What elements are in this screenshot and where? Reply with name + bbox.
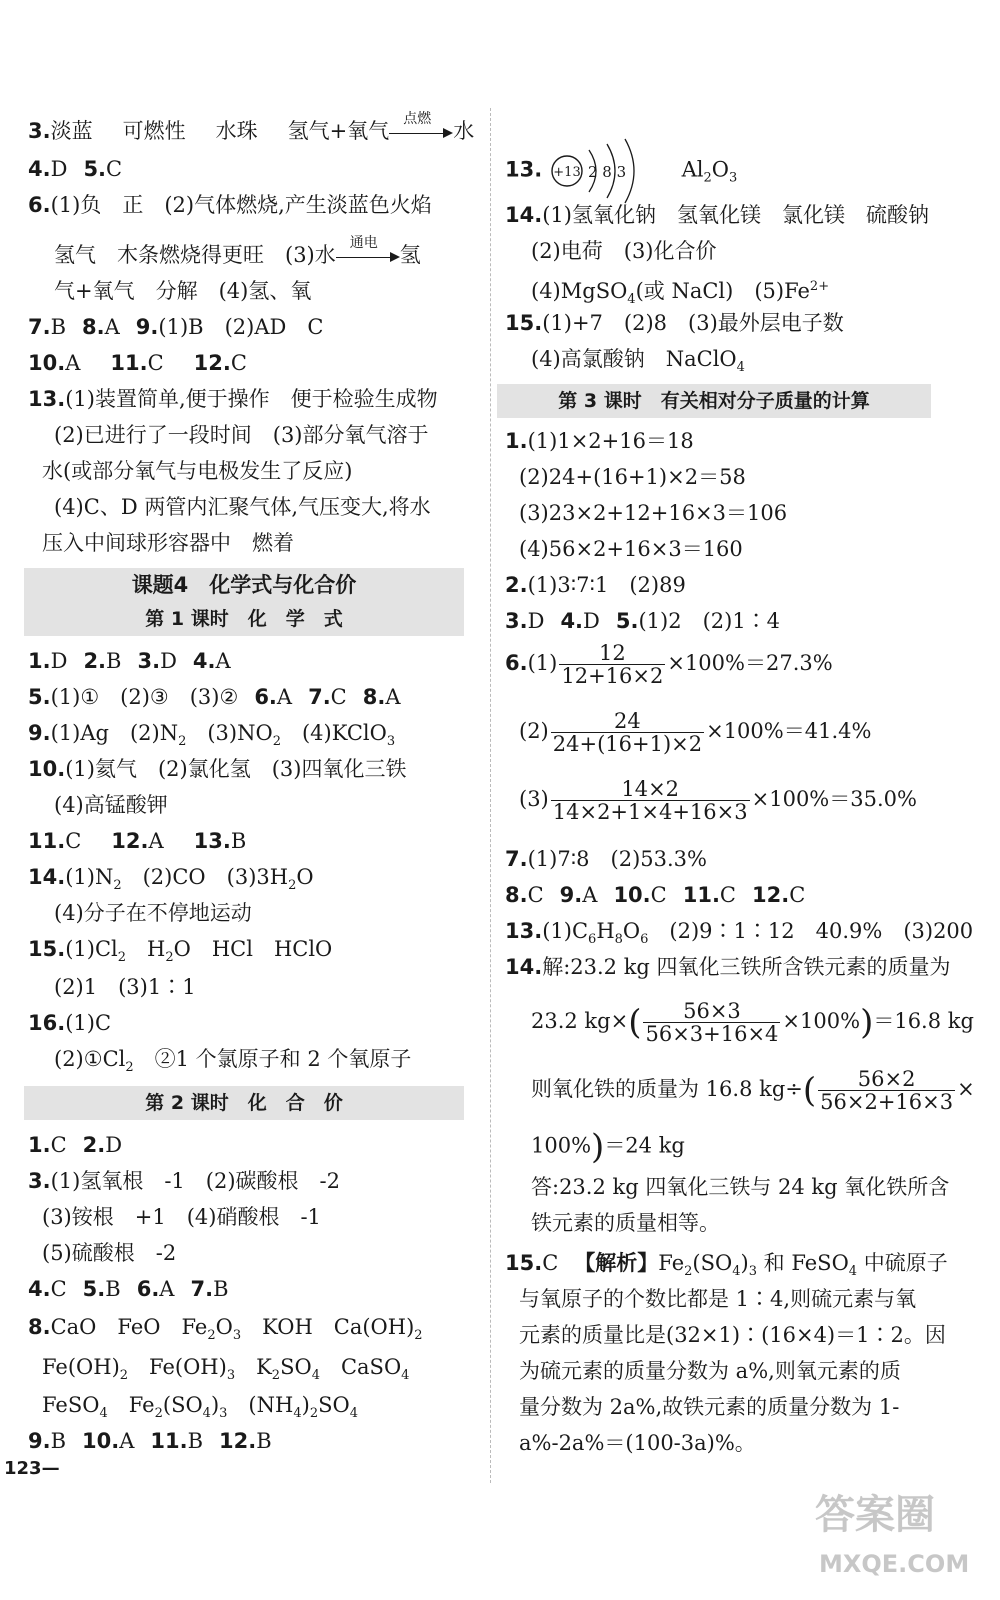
- calc-15-line3: 元素的质量比是(32×1)∶(16×4)＝1∶2。因: [519, 1323, 946, 1347]
- answer-16: 16.(1)C: [28, 1011, 112, 1035]
- page-number: 123—: [4, 1458, 60, 1479]
- calc-14-answer: 答:23.2 kg 四氧化三铁与 24 kg 氧化铁所含: [531, 1175, 950, 1199]
- answer-9-12: 9.B 10.A 11.B 12.B: [28, 1429, 272, 1453]
- answer-3: 3.淡蓝 可燃性 水珠 氢气+氧气 点燃 水: [28, 110, 475, 143]
- calc-14-line4: 100%)＝24 kg: [531, 1127, 685, 1167]
- calc-15-line4: 为硫元素的质量分数为 a%,则氧元素的质: [519, 1359, 901, 1383]
- answer-4-5: 4.D 5.C: [28, 157, 123, 181]
- answer-8-line3: FeSO$_4$ $Fe_2(SO_4)_3$ $(NH_4)_2SO_4$: [42, 1393, 358, 1422]
- lesson-heading: 第 1 课时 化 学 式: [24, 602, 464, 636]
- answer-9: 9.(1)Ag $(2)N_2$ $(3)NO_2$ (4)KClO$_3$: [28, 721, 396, 750]
- answer-6-cont: 氢气 木条燃烧得更旺 (3)水 通电 氢: [54, 234, 421, 267]
- calc-7: 7.(1)7∶8 (2)53.3%: [505, 847, 707, 871]
- answer-15-line2: (2)1 (3)1∶1: [54, 975, 196, 999]
- svg-text:+13: +13: [553, 165, 581, 180]
- answer-6-cont2: 气+氧气 分解 (4)氢、氧: [54, 279, 312, 303]
- answer-14: 14.(1)氢氧化钠 氢氧化镁 氯化镁 硫酸钠: [505, 203, 929, 227]
- answer-3: 3.(1)氢氧根 -1 (2)碳酸根 -2: [28, 1169, 340, 1193]
- calc-1-line3: (3)23×2+12+16×3＝106: [519, 501, 788, 525]
- answer-8: 8.CaO FeO $Fe_2O_3$ KOH $Ca(OH)_2$: [28, 1315, 423, 1344]
- reaction-arrow: 通电: [336, 250, 400, 264]
- atom-structure-diagram: [549, 136, 659, 206]
- answer-10: 10.(1)氦气 (2)氯化氢 (3)四氧化三铁: [28, 757, 407, 781]
- answer-13-line3: 水(或部分氧气与电极发生了反应): [42, 459, 353, 483]
- lesson-heading: 第 3 课时 有关相对分子质量的计算: [497, 384, 931, 418]
- fraction: $\frac{24}{24+(16+1)\times 2}$: [552, 709, 703, 756]
- answer-16-line2: $(2)①Cl_2$ ②1 个氯原子和 2 个氧原子: [54, 1047, 412, 1076]
- answer-11-13: 11.C 12.A 13.B: [28, 829, 247, 853]
- answer-13-line2: (2)已进行了一段时间 (3)部分氧气溶于: [54, 423, 429, 447]
- lesson-heading: 第 2 课时 化 合 价: [24, 1086, 464, 1120]
- calc-3-5: 3.D 4.D 5.(1)2 (2)1∶4: [505, 609, 781, 633]
- calc-15-line2: 与氧原子的个数比都是 1∶4,则硫元素与氧: [519, 1287, 917, 1311]
- watermark-logo: [805, 1468, 975, 1588]
- answer-15: $15.(1)Cl_2$ $H_2O$ HCl HClO: [28, 937, 333, 966]
- calc-14: 14.解:23.2 kg 四氧化三铁所含铁元素的质量为: [505, 955, 951, 979]
- calc-1-line2: (2)24+(16+1)×2＝58: [519, 465, 746, 489]
- answer-13-atom: 13. +13 2 8 3 $Al_2O_3$: [505, 136, 737, 206]
- answer-1-4: 1.D 2.B 3.D 4.A: [28, 649, 231, 673]
- calc-14-line3: 则氧化铁的质量为 16.8 kg÷( $\frac{56\times 2}{56\times 2+16\times 3}$ ×: [531, 1067, 975, 1114]
- answer-14-line2: (2)电荷 (3)化合价: [531, 239, 717, 263]
- calc-2: 2.(1)3∶7∶1 (2)89: [505, 573, 686, 597]
- answer-10-line2: (4)高锰酸钾: [54, 793, 168, 817]
- answer-15: 15.(1)+7 (2)8 (3)最外层电子数: [505, 311, 844, 335]
- calc-15: 15.C 【解析】$Fe_2(SO_4)_3$ 和 FeSO$_4$ 中硫原子: [505, 1251, 948, 1280]
- calc-15-line5: 量分数为 2a%,故铁元素的质量分数为 1-: [519, 1395, 900, 1419]
- svg-text:2 8 3: 2 8 3: [587, 163, 627, 181]
- fraction: $\frac{14\times 2}{14\times 2+1\times 4+16\times 3}$: [552, 777, 748, 824]
- calc-8-12: 8.C 9.A 10.C 11.C 12.C: [505, 883, 806, 907]
- calc-1: 1.(1)1×2+16＝18: [505, 429, 694, 453]
- answer-3-line2: (3)铵根 +1 (4)硝酸根 -1: [42, 1205, 321, 1229]
- svg-text:MXQE.COM: MXQE.COM: [819, 1550, 970, 1578]
- answer-4-7: 4.C 5.B 6.A 7.B: [28, 1277, 229, 1301]
- calc-6-1: 6.(1) $\frac{12}{12+16\times 2}$ ×100%＝27.3%: [505, 641, 833, 688]
- calc-15-line6: a%-2a%＝(100-3a)%。: [519, 1431, 756, 1455]
- svg-text:答案圈: 答案圈: [815, 1492, 935, 1538]
- answer-1-2: 1.C 2.D: [28, 1133, 123, 1157]
- answer-5-8: 5.(1)① (2)③ (3)② 6.A 7.C 8.A: [28, 685, 401, 709]
- answer-15-line2: (4)高氯酸钠 NaClO$_4$: [531, 347, 745, 376]
- section-heading: 课题4 化学式与化合价: [24, 568, 464, 602]
- answer-8-line2: $Fe(OH)_2$ $Fe(OH)_3$ $K_2SO_4$ CaSO$_4$: [42, 1355, 410, 1384]
- calc-6-3: (3) $\frac{14\times 2}{14\times 2+1\times 4+16\times 3}$ ×100%＝35.0%: [519, 777, 917, 824]
- answer-14-line3: (4)MgSO$_4$(或 NaCl) $(5)Fe^{2+}$: [531, 279, 830, 308]
- answer-13: 13.(1)装置简单,便于操作 便于检验生成物: [28, 387, 438, 411]
- answer-13-line4: (4)C、D 两管内汇聚气体,气压变大,将水: [54, 495, 431, 519]
- reaction-arrow: 点燃: [389, 126, 453, 140]
- answer-6: 6.(1)负 正 (2)气体燃烧,产生淡蓝色火焰: [28, 193, 432, 217]
- answer-14-line2: (4)分子在不停地运动: [54, 901, 252, 925]
- calc-1-line4: (4)56×2+16×3＝160: [519, 537, 743, 561]
- answer-3-line3: (5)硫酸根 -2: [42, 1241, 177, 1265]
- calc-13: $13.(1)C_6H_8O_6$ (2)9∶1∶12 40.9% (3)200: [505, 919, 974, 948]
- answer-10-12: 10.A 11.C 12.C: [28, 351, 247, 375]
- calc-14-answer-line2: 铁元素的质量相等。: [531, 1211, 720, 1235]
- column-divider: [490, 108, 491, 1483]
- fraction: $\frac{12}{12+16\times 2}$: [561, 641, 664, 688]
- calc-14-line2: 23.2 kg×( $\frac{56\times 3}{56\times 3+16\times 4}$ ×100%)＝16.8 kg: [531, 999, 974, 1046]
- fraction: $\frac{56\times 2}{56\times 2+16\times 3}$: [820, 1067, 954, 1114]
- calc-6-2: (2) $\frac{24}{24+(16+1)\times 2}$ ×100%＝41.4%: [519, 709, 872, 756]
- answer-13-line5: 压入中间球形容器中 燃着: [42, 531, 294, 555]
- answer-14: $14.(1)N_2$ (2)CO $(3)3H_2O$: [28, 865, 314, 894]
- fraction: $\frac{56\times 3}{56\times 3+16\times 4}$: [645, 999, 779, 1046]
- answer-7-9: 7.B 8.A 9.(1)B (2)AD C: [28, 315, 324, 339]
